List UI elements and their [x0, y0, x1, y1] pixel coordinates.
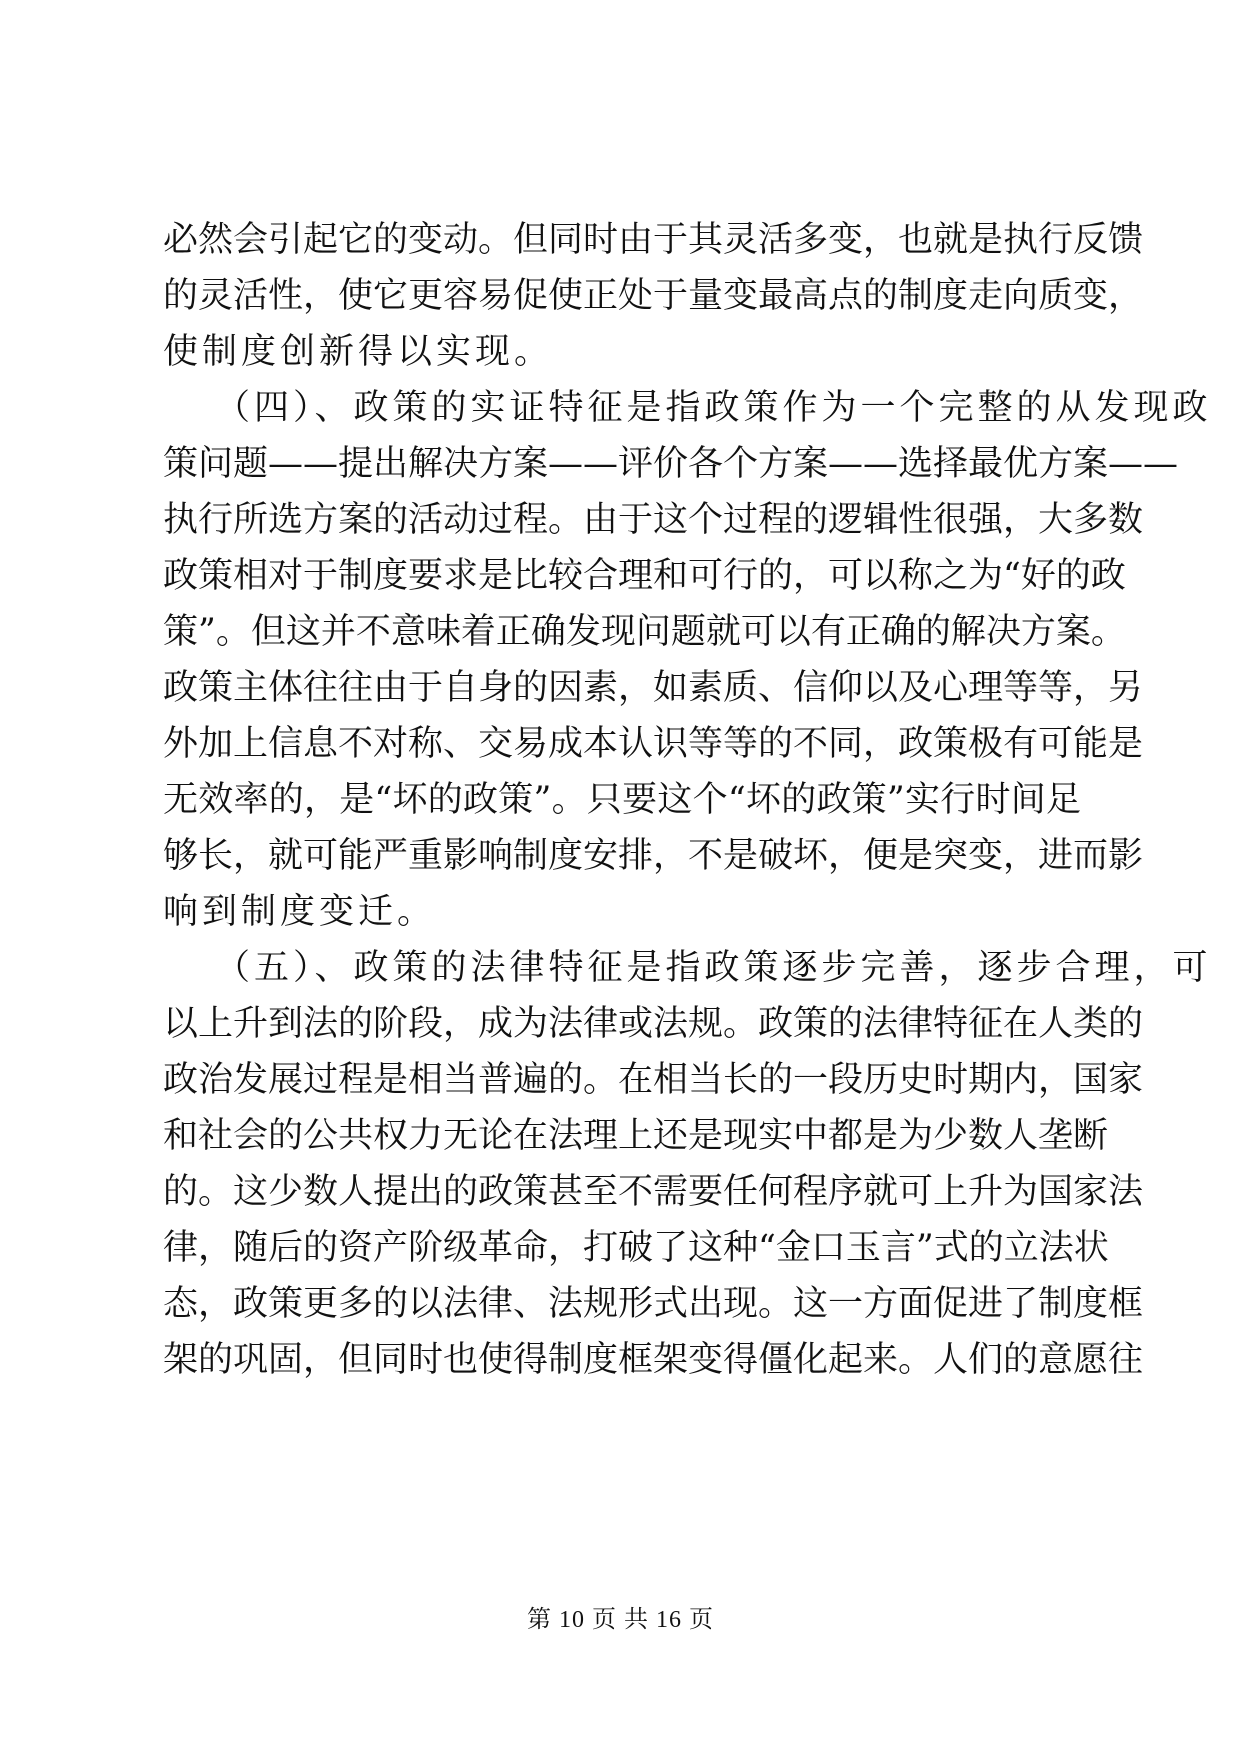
text-line: 的灵活性，使它更容易促使正处于量变最高点的制度走向质变，: [163, 276, 1144, 316]
text-line: 无效率的，是“坏的政策”。只要这个“坏的政策”实行时间足: [163, 780, 1081, 820]
text-line: 策问题——提出解决方案——评价各个方案——选择最优方案——: [163, 444, 1179, 484]
text-line: 以上升到法的阶段，成为法律或法规。政策的法律特征在人类的: [163, 1004, 1144, 1044]
text-line: 必然会引起它的变动。但同时由于其灵活多变，也就是执行反馈: [163, 220, 1144, 260]
text-line: 外加上信息不对称、交易成本认识等等的不同，政策极有可能是: [163, 724, 1144, 764]
text-line: 响到制度变迁。: [163, 892, 437, 932]
text-line: 架的巩固，但同时也使得制度框架变得僵化起来。人们的意愿往: [163, 1340, 1144, 1380]
text-line: 的。这少数人提出的政策甚至不需要任何程序就可上升为国家法: [163, 1172, 1144, 1212]
text-line: 律，随后的资产阶级革命，打破了这种“金口玉言”式的立法状: [163, 1228, 1109, 1268]
text-line: 和社会的公共权力无论在法理上还是现实中都是为少数人垄断: [163, 1116, 1109, 1156]
text-line: 态，政策更多的以法律、法规形式出现。这一方面促进了制度框: [163, 1284, 1144, 1324]
text-line: 使制度创新得以实现。: [163, 332, 554, 372]
page-number-footer: 第 10 页 共 16 页: [527, 1607, 714, 1633]
paragraph-heading-4: （四）、政策的实证特征是指政策作为一个完整的从发现政: [215, 388, 1212, 428]
text-line: 够长，就可能严重影响制度安排，不是破坏，便是突变，进而影: [163, 836, 1144, 876]
text-line: 策”。但这并不意味着正确发现问题就可以有正确的解决方案。: [163, 612, 1126, 652]
text-line: 政策主体往往由于自身的因素，如素质、信仰以及心理等等，另: [163, 668, 1144, 708]
text-line: 执行所选方案的活动过程。由于这个过程的逻辑性很强，大多数: [163, 500, 1144, 540]
text-line: 政策相对于制度要求是比较合理和可行的，可以称之为“好的政: [163, 556, 1126, 596]
text-line: 政治发展过程是相当普遍的。在相当长的一段历史时期内，国家: [163, 1060, 1144, 1100]
paragraph-heading-5: （五）、政策的法律特征是指政策逐步完善，逐步合理，可: [215, 948, 1212, 988]
